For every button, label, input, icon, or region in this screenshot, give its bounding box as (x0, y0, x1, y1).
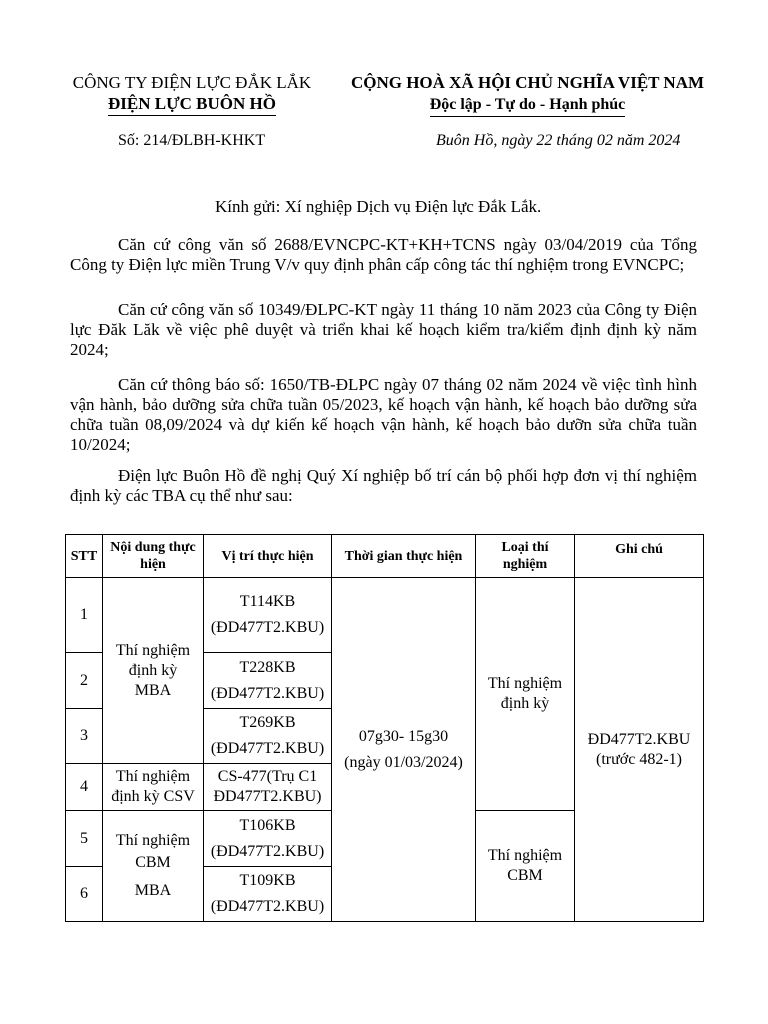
paragraph-basis-2: Căn cứ công văn số 10349/ĐLPC-KT ngày 11 tháng 10 năm 2023 của Công ty Điện lực Đăk Lăk về việc phê duyệt và triển khai kế hoạch kiểm tra/kiểm định định kỳ năm 2024; (70, 300, 697, 359)
position-cell (204, 811, 332, 867)
unit-name: ĐIỆN LỰC BUÔN HỒ (108, 93, 276, 116)
document-number: Số: 214/ĐLBH-KHKT (118, 132, 266, 149)
header-test-type: Loại thí nghiệm (476, 535, 575, 578)
position-cell (204, 653, 332, 709)
content-line: CBM (135, 854, 171, 871)
position-cell (204, 578, 332, 653)
position-line: T228KB (239, 658, 296, 676)
table-row (66, 578, 704, 653)
content-line: MBA (134, 681, 172, 699)
row-stt: 1 (66, 578, 103, 653)
position-cell (204, 764, 332, 811)
table-header-row (66, 535, 704, 578)
position-cell (204, 709, 332, 764)
position-cell (204, 867, 332, 922)
row-stt: 2 (66, 653, 103, 709)
document-date: Buôn Hồ, ngày 22 tháng 02 năm 2024 (436, 132, 681, 149)
time-line: 07g30- 15g30 (358, 727, 449, 745)
time-cell (332, 578, 476, 922)
content-line: Thí nghiệm (115, 641, 191, 659)
row-stt: 3 (66, 709, 103, 764)
row-stt: 5 (66, 811, 103, 867)
position-line: ĐD477T2.KBU) (213, 788, 322, 805)
content-line: định kỳ CSV (111, 788, 195, 805)
paragraph-basis-3: Căn cứ thông báo số: 1650/TB-ĐLPC ngày 07 tháng 02 năm 2024 về việc tình hình vận hành, bảo dưỡng sửa chữa tuần 05/2023, kế hoạch vận hành, kế hoạch bảo dưỡng sửa chữa tuần 08,09/2024 và dự kiến kế hoạch vận hành, kế hoạch bảo dưỡn sửa chữa tuần 10/2024; (70, 375, 697, 454)
content-cell-periodic-csv (103, 764, 204, 811)
content-cell-cbm-mba (103, 811, 204, 922)
note-cell (575, 578, 704, 922)
test-type-cell-periodic (476, 578, 575, 811)
header-position: Vị trí thực hiện (204, 535, 332, 578)
header-time: Thời gian thực hiện (332, 535, 476, 578)
position-line: (ĐD477T2.KBU) (210, 619, 325, 636)
country-name: CỘNG HOÀ XÃ HỘI CHỦ NGHĨA VIỆT NAM (350, 73, 705, 92)
position-line: (ĐD477T2.KBU) (210, 684, 325, 702)
content-cell-periodic-mba (103, 578, 204, 764)
position-line: T114KB (239, 593, 296, 610)
position-line: (ĐD477T2.KBU) (210, 740, 325, 757)
position-line: T106KB (239, 816, 296, 834)
header-stt: STT (66, 535, 103, 578)
test-type-cell-cbm (476, 811, 575, 922)
paragraph-basis-1: Căn cứ công văn số 2688/EVNCPC-KT+KH+TCNS ngày 03/04/2019 của Tổng Công ty Điện lực miền Trung V/v quy định phân cấp công tác thí nghiệm trong EVNCPC; (70, 235, 697, 274)
organization-header (62, 72, 322, 116)
test-type-line: định kỳ (500, 695, 550, 712)
content-line: định kỳ (128, 661, 178, 679)
content-line: Thí nghiệm (115, 832, 191, 849)
row-stt: 4 (66, 764, 103, 811)
time-line: (ngày 01/03/2024) (344, 753, 463, 771)
test-schedule-table (65, 534, 704, 922)
content-line: Thí nghiệm (115, 768, 191, 785)
note-line: (trước 482-1) (596, 750, 682, 768)
test-type-line: CBM (507, 867, 543, 884)
position-line: (ĐD477T2.KBU) (210, 898, 325, 915)
test-type-line: Thí nghiệm (487, 847, 563, 864)
note-line: ĐD477T2.KBU (587, 730, 691, 748)
content-line: MBA (134, 882, 172, 899)
recipient-line: Kính gửi: Xí nghiệp Dịch vụ Điện lực Đắk Lắk. (215, 197, 542, 216)
position-line: T269KB (239, 714, 296, 731)
header-content: Nội dung thực hiện (103, 535, 204, 578)
position-line: (ĐD477T2.KBU) (210, 842, 325, 860)
paragraph-request: Điện lực Buôn Hồ đề nghị Quý Xí nghiệp bố trí cán bộ phối hợp đơn vị thí nghiệm định kỳ các TBA cụ thể như sau: (70, 466, 697, 505)
motto: Độc lập - Tự do - Hạnh phúc (430, 94, 626, 117)
row-stt: 6 (66, 867, 103, 922)
header-note: Ghi chú (575, 535, 704, 578)
position-line: CS-477(Trụ C1 (217, 768, 318, 785)
national-header (340, 72, 715, 117)
test-type-line: Thí nghiệm (487, 675, 563, 692)
parent-company-name: CÔNG TY ĐIỆN LỰC ĐẮK LẮK (72, 73, 312, 92)
position-line: T109KB (239, 872, 296, 889)
